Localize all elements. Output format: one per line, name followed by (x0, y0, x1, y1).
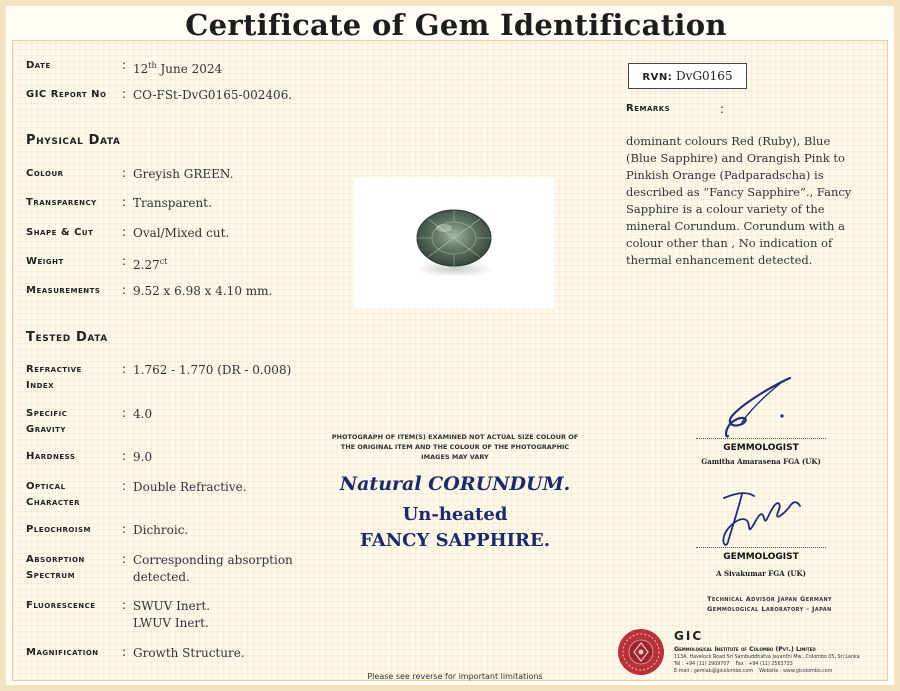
advisor-line-1: Technical Advisor Japan Germany (707, 595, 833, 603)
ri-label (26, 362, 82, 394)
photo-caption-line-2: THE ORIGINAL ITEM AND THE COLOUR OF THE PHOTOGRAPHIC (340, 443, 570, 451)
absorption-label (26, 552, 85, 584)
signature-line (696, 438, 826, 439)
transparency-label: Transparency (26, 197, 97, 208)
colon: : (122, 645, 127, 659)
date-day: 12 (133, 62, 149, 76)
measurements-label: Measurements (26, 285, 101, 296)
result-species: Natural CORUNDUM. (339, 473, 571, 495)
sg-label (26, 406, 67, 438)
report-value: CO-FSt-DvG0165-002406. (133, 88, 293, 102)
ri-value: 1.762 - 1.770 (DR - 0.008) (133, 363, 292, 377)
weight-value (133, 253, 167, 274)
colon: : (720, 102, 725, 116)
footer-note: Please see reverse for important limitations (367, 672, 543, 681)
photo-caption-line-3: IMAGES MAY VARY (421, 453, 489, 461)
fluorescence-value-1: SWUV Inert. (133, 599, 211, 613)
colon: : (122, 362, 127, 376)
signature-line (696, 547, 826, 548)
absorption-value (133, 552, 293, 586)
result-treatment: Un-heated (402, 504, 508, 525)
rvn-label: RVN: (642, 72, 673, 83)
date-value (133, 57, 222, 78)
gemmologist-2-title: GEMMOLOGIST (723, 552, 799, 562)
remarks-text: dominant colours Red (Ruby), Blue (Blue Sapphire) and Orangish Pink to Pinkish Orange (Padparadscha) is described as “Fancy Sapphire”., Fancy Sapphire is a colour variety of the mineral Corundum. Corundum with a colour other than , No indication of thermal enhancement detected. (626, 134, 852, 267)
ri-label-1: Refractive (26, 364, 82, 375)
absorption-value-2: detected. (133, 570, 190, 584)
certificate-title: Certificate of Gem Identification (185, 8, 727, 42)
rvn-value: DvG0165 (676, 69, 733, 83)
gic-fax-label: Fax (735, 662, 744, 667)
gic-email-label: E-mail (674, 669, 690, 674)
colour-label: Colour (26, 168, 64, 179)
colon: : (122, 449, 127, 463)
colon: : (122, 283, 127, 297)
gic-email: gemlab@gicolombo.com (693, 669, 754, 674)
gic-brand: GIC (674, 629, 704, 643)
gic-phone: +94 (11) 2909707 (685, 662, 730, 667)
colon: : (122, 195, 127, 209)
gem-photo (354, 178, 554, 308)
fluorescence-value-2: LWUV Inert. (133, 616, 209, 630)
colon: : (122, 406, 127, 420)
colon: : (122, 254, 127, 268)
measurements-value: 9.52 x 6.98 x 4.10 mm. (133, 284, 273, 298)
hardness-label: Hardness (26, 451, 76, 462)
gic-contact-web: E-mail : gemlab@gicolombo.com Website : www.gicolombo.com (674, 669, 833, 674)
optical-label (26, 479, 80, 511)
shape-cut-value: Oval/Mixed cut. (133, 226, 230, 240)
absorption-label-2: Spectrum (26, 570, 76, 581)
sg-label-2: Gravity (26, 424, 66, 435)
date-label: Date (26, 60, 51, 71)
gemmologist-2-name: A Sivakumar FGA (UK) (716, 569, 806, 578)
gic-web-label: Website (759, 669, 779, 674)
colon: : (122, 225, 127, 239)
report-label: GIC Report No (26, 89, 107, 100)
gemmologist-1-title: GEMMOLOGIST (723, 443, 799, 453)
weight-number: 2.27 (133, 258, 160, 272)
pleochroism-label: Pleochroism (26, 524, 91, 535)
remarks-label: Remarks (626, 103, 671, 114)
colon: : (122, 166, 127, 180)
gemmologist-1-name: Gamitha Amarasena FGA (UK) (701, 457, 821, 466)
sg-value: 4.0 (133, 407, 153, 421)
result-variety: FANCY SAPPHIRE. (360, 530, 550, 551)
ri-label-2: Index (26, 380, 55, 391)
fluorescence-value (133, 598, 210, 632)
gic-seal-icon (616, 627, 666, 677)
physical-data-heading: Physical Data (26, 133, 121, 148)
date-rest: June 2024 (156, 62, 223, 76)
colon: : (122, 87, 127, 101)
transparency-value: Transparent. (133, 196, 212, 210)
sg-label-1: Specific (26, 408, 68, 419)
magnification-label: Magnification (26, 647, 99, 658)
date-suffix: th (148, 61, 157, 70)
shape-cut-label: Shape & Cut (26, 227, 94, 238)
oval-gemstone-icon (354, 178, 554, 308)
absorption-value-1: Corresponding absorption (133, 553, 293, 567)
tested-data-heading: Tested Data (26, 330, 108, 345)
fluorescence-label: Fluorescence (26, 600, 96, 611)
gic-address: 113A, Havelock Road Sri Sambuddhatva Jayanthi Mw., Colombo 05, Sri Lanka (674, 655, 860, 660)
colon: : (122, 479, 127, 493)
colon: : (122, 598, 127, 612)
weight-label: Weight (26, 256, 64, 267)
gic-web: www.gicolombo.com (782, 669, 833, 674)
gic-contact-phone: Tel : +94 (11) 2909707 Fax : +94 (11) 2563733 (674, 662, 793, 667)
colon: : (122, 522, 127, 536)
hardness-value: 9.0 (133, 450, 153, 464)
pleochroism-value: Dichroic. (133, 523, 189, 537)
advisor-line-2: Gemmological Laboratory - Japan (707, 605, 832, 613)
colour-value: Greyish GREEN. (133, 167, 234, 181)
colon: : (122, 552, 127, 566)
weight-unit: ct (159, 257, 168, 266)
gic-name: Gemmological Institute of Colombo (Pvt.) Limited (674, 646, 816, 653)
optical-value: Double Refractive. (133, 480, 247, 494)
rvn-box (628, 63, 747, 89)
colon: : (122, 58, 127, 72)
photo-caption (306, 432, 604, 462)
gic-phone-label: Tel (674, 662, 681, 667)
optical-label-1: Optical (26, 481, 66, 492)
magnification-value: Growth Structure. (133, 646, 245, 660)
absorption-label-1: Absorption (26, 554, 85, 565)
signature-icon (712, 374, 812, 440)
gic-fax: +94 (11) 2563733 (748, 662, 793, 667)
optical-label-2: Character (26, 497, 81, 508)
signature-icon (718, 484, 804, 548)
photo-caption-line-1: PHOTOGRAPH OF ITEM(S) EXAMINED NOT ACTUAL SIZE COLOUR OF (331, 433, 579, 441)
